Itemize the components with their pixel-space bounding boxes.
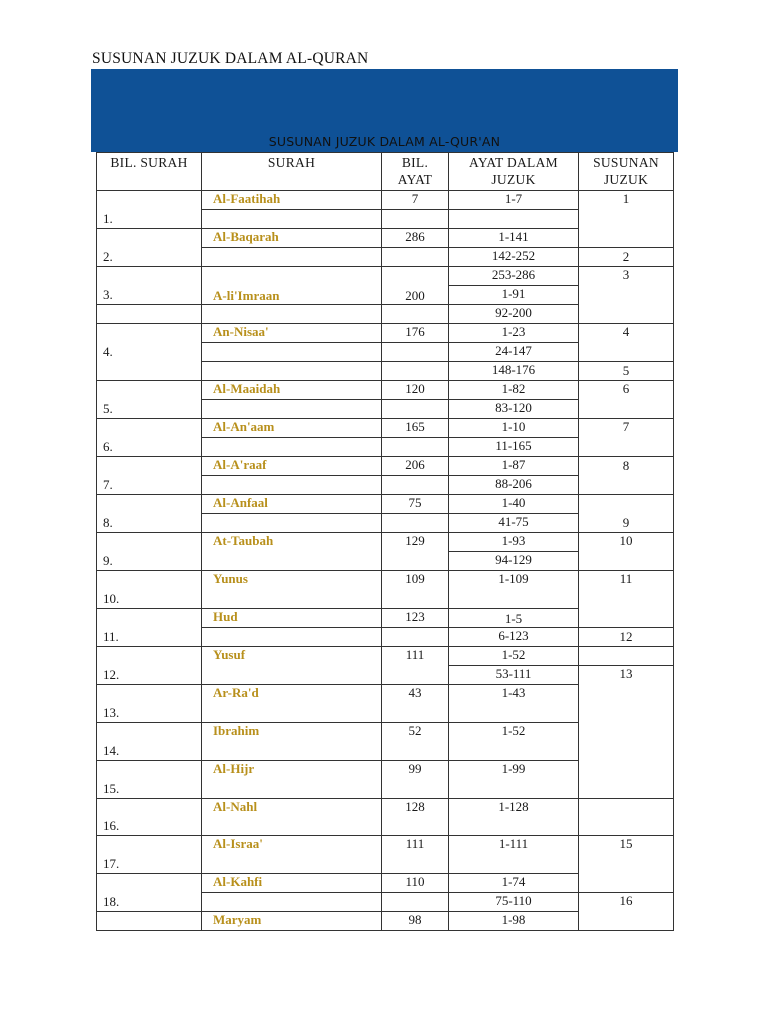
ayat-range: 1-43 [449,685,579,723]
ayat-count: 206 [382,457,449,476]
surah-name: Al-Anfaal [202,495,382,514]
ayat-range: 1-99 [449,761,579,799]
juzuk-table [96,152,674,931]
ayat-range: 1-141 [449,229,579,248]
ayat-range: 1-91 [449,286,579,305]
ayat-range: 1-109 [449,571,579,609]
ayat-count: 99 [382,761,449,799]
surah-name: Al-Hijr [202,761,382,799]
juzuk-number: 9 [579,495,674,533]
ayat-range: 75-110 [449,893,579,912]
surah-number: 13. [97,685,202,723]
ayat-range: 1-111 [449,836,579,874]
surah-name: Yunus [202,571,382,609]
juzuk-number: 13 [579,666,674,799]
juzuk-number: 11 [579,571,674,628]
ayat-range: 1-23 [449,324,579,343]
surah-number: 3. [97,267,202,305]
ayat-range: 1-128 [449,799,579,836]
surah-name: Al-Israa' [202,836,382,874]
surah-name: Al-Baqarah [202,229,382,248]
table-row [97,267,674,286]
surah-number: 17. [97,836,202,874]
table-row [97,571,674,609]
ayat-count: 7 [382,191,449,210]
surah-number: 7. [97,457,202,495]
ayat-count: 286 [382,229,449,248]
ayat-range: 92-200 [449,305,579,324]
surah-name: Hud [202,609,382,628]
ayat-count: 75 [382,495,449,514]
header-ayat-dalam-juzuk: AYAT DALAM JUZUK [449,153,579,191]
ayat-range: 253-286 [449,267,579,286]
table-row [97,381,674,400]
ayat-range: 83-120 [449,400,579,419]
surah-number: 10. [97,571,202,609]
surah-number: 8. [97,495,202,533]
surah-name: Al-An'aam [202,419,382,438]
ayat-range: 1-82 [449,381,579,400]
juzuk-number: 10 [579,533,674,571]
surah-name: An-Nisaa' [202,324,382,343]
header-susunan-juzuk: SUSUNAN JUZUK [579,153,674,191]
table-row [97,324,674,343]
table-caption: SUSUNAN JUZUK DALAM AL-QUR'AN [268,134,501,149]
surah-number: 2. [97,229,202,267]
table-row [97,191,674,210]
ayat-count: 200 [382,267,449,305]
ayat-range: 1-87 [449,457,579,476]
surah-number: 16. [97,799,202,836]
ayat-range: 1-74 [449,874,579,893]
juzuk-number: 3 [579,267,674,324]
ayat-count: 123 [382,609,449,628]
ayat-count: 52 [382,723,449,761]
surah-name: Maryam [202,912,382,931]
juzuk-number: 7 [579,419,674,457]
juzuk-number: 15 [579,836,674,893]
ayat-count: 165 [382,419,449,438]
ayat-count: 98 [382,912,449,931]
surah-number: 18. [97,874,202,912]
juzuk-number: 16 [579,893,674,931]
header-bil-ayat: BIL. AYAT [382,153,449,191]
surah-name: Al-Maaidah [202,381,382,400]
ayat-count: 110 [382,874,449,893]
ayat-count: 111 [382,836,449,874]
ayat-range: 94-129 [449,552,579,571]
table-row [97,495,674,514]
ayat-range: 142-252 [449,248,579,267]
ayat-range: 148-176 [449,362,579,381]
ayat-range: 11-165 [449,438,579,457]
ayat-count: 111 [382,647,449,685]
ayat-range: 1-40 [449,495,579,514]
surah-number [97,912,202,931]
surah-number: 6. [97,419,202,457]
ayat-range: 1-98 [449,912,579,931]
ayat-range: 41-75 [449,514,579,533]
ayat-count: 129 [382,533,449,571]
table-row [97,419,674,438]
ayat-count: 176 [382,324,449,343]
juzuk-number: 12 [579,628,674,647]
table-row [97,533,674,552]
surah-number: 1. [97,191,202,229]
surah-name: Ibrahim [202,723,382,761]
surah-number: 12. [97,647,202,685]
table-row [97,836,674,874]
ayat-range: 1-7 [449,191,579,210]
ayat-range: 24-147 [449,343,579,362]
ayat-range: 53-111 [449,666,579,685]
table-row [97,457,674,476]
surah-number: 5. [97,381,202,419]
page-title: SUSUNAN JUZUK DALAM AL-QURAN [92,50,369,67]
juzuk-number: 4 [579,324,674,362]
surah-name: Al-Kahfi [202,874,382,893]
ayat-range: 1-52 [449,647,579,666]
juzuk-number: 2 [579,248,674,267]
surah-name: Al-A'raaf [202,457,382,476]
surah-number: 11. [97,609,202,647]
ayat-range: 1-10 [449,419,579,438]
ayat-count: 128 [382,799,449,836]
surah-name: Al-Faatihah [202,191,382,210]
ayat-range: 1-5 [449,609,579,628]
surah-name: Yusuf [202,647,382,685]
surah-name: At-Taubah [202,533,382,571]
juzuk-number: 1 [579,191,674,248]
surah-name: A-li'Imraan [202,267,382,305]
ayat-range: 88-206 [449,476,579,495]
ayat-count: 109 [382,571,449,609]
juzuk-number: 6 [579,381,674,419]
ayat-range: 1-93 [449,533,579,552]
ayat-range: 1-52 [449,723,579,761]
surah-number: 9. [97,533,202,571]
surah-number: 14. [97,723,202,761]
table-row [97,799,674,836]
surah-name: Ar-Ra'd [202,685,382,723]
juzuk-number: 5 [579,362,674,381]
table-header-row [97,153,674,191]
juzuk-number: 8 [579,457,674,495]
ayat-count: 43 [382,685,449,723]
header-bil-surah: BIL. SURAH [97,153,202,191]
surah-number: 4. [97,324,202,381]
header-surah: SURAH [202,153,382,191]
surah-number: 15. [97,761,202,799]
surah-name: Al-Nahl [202,799,382,836]
ayat-range: 6-123 [449,628,579,647]
ayat-count: 120 [382,381,449,400]
table-row [97,647,674,666]
